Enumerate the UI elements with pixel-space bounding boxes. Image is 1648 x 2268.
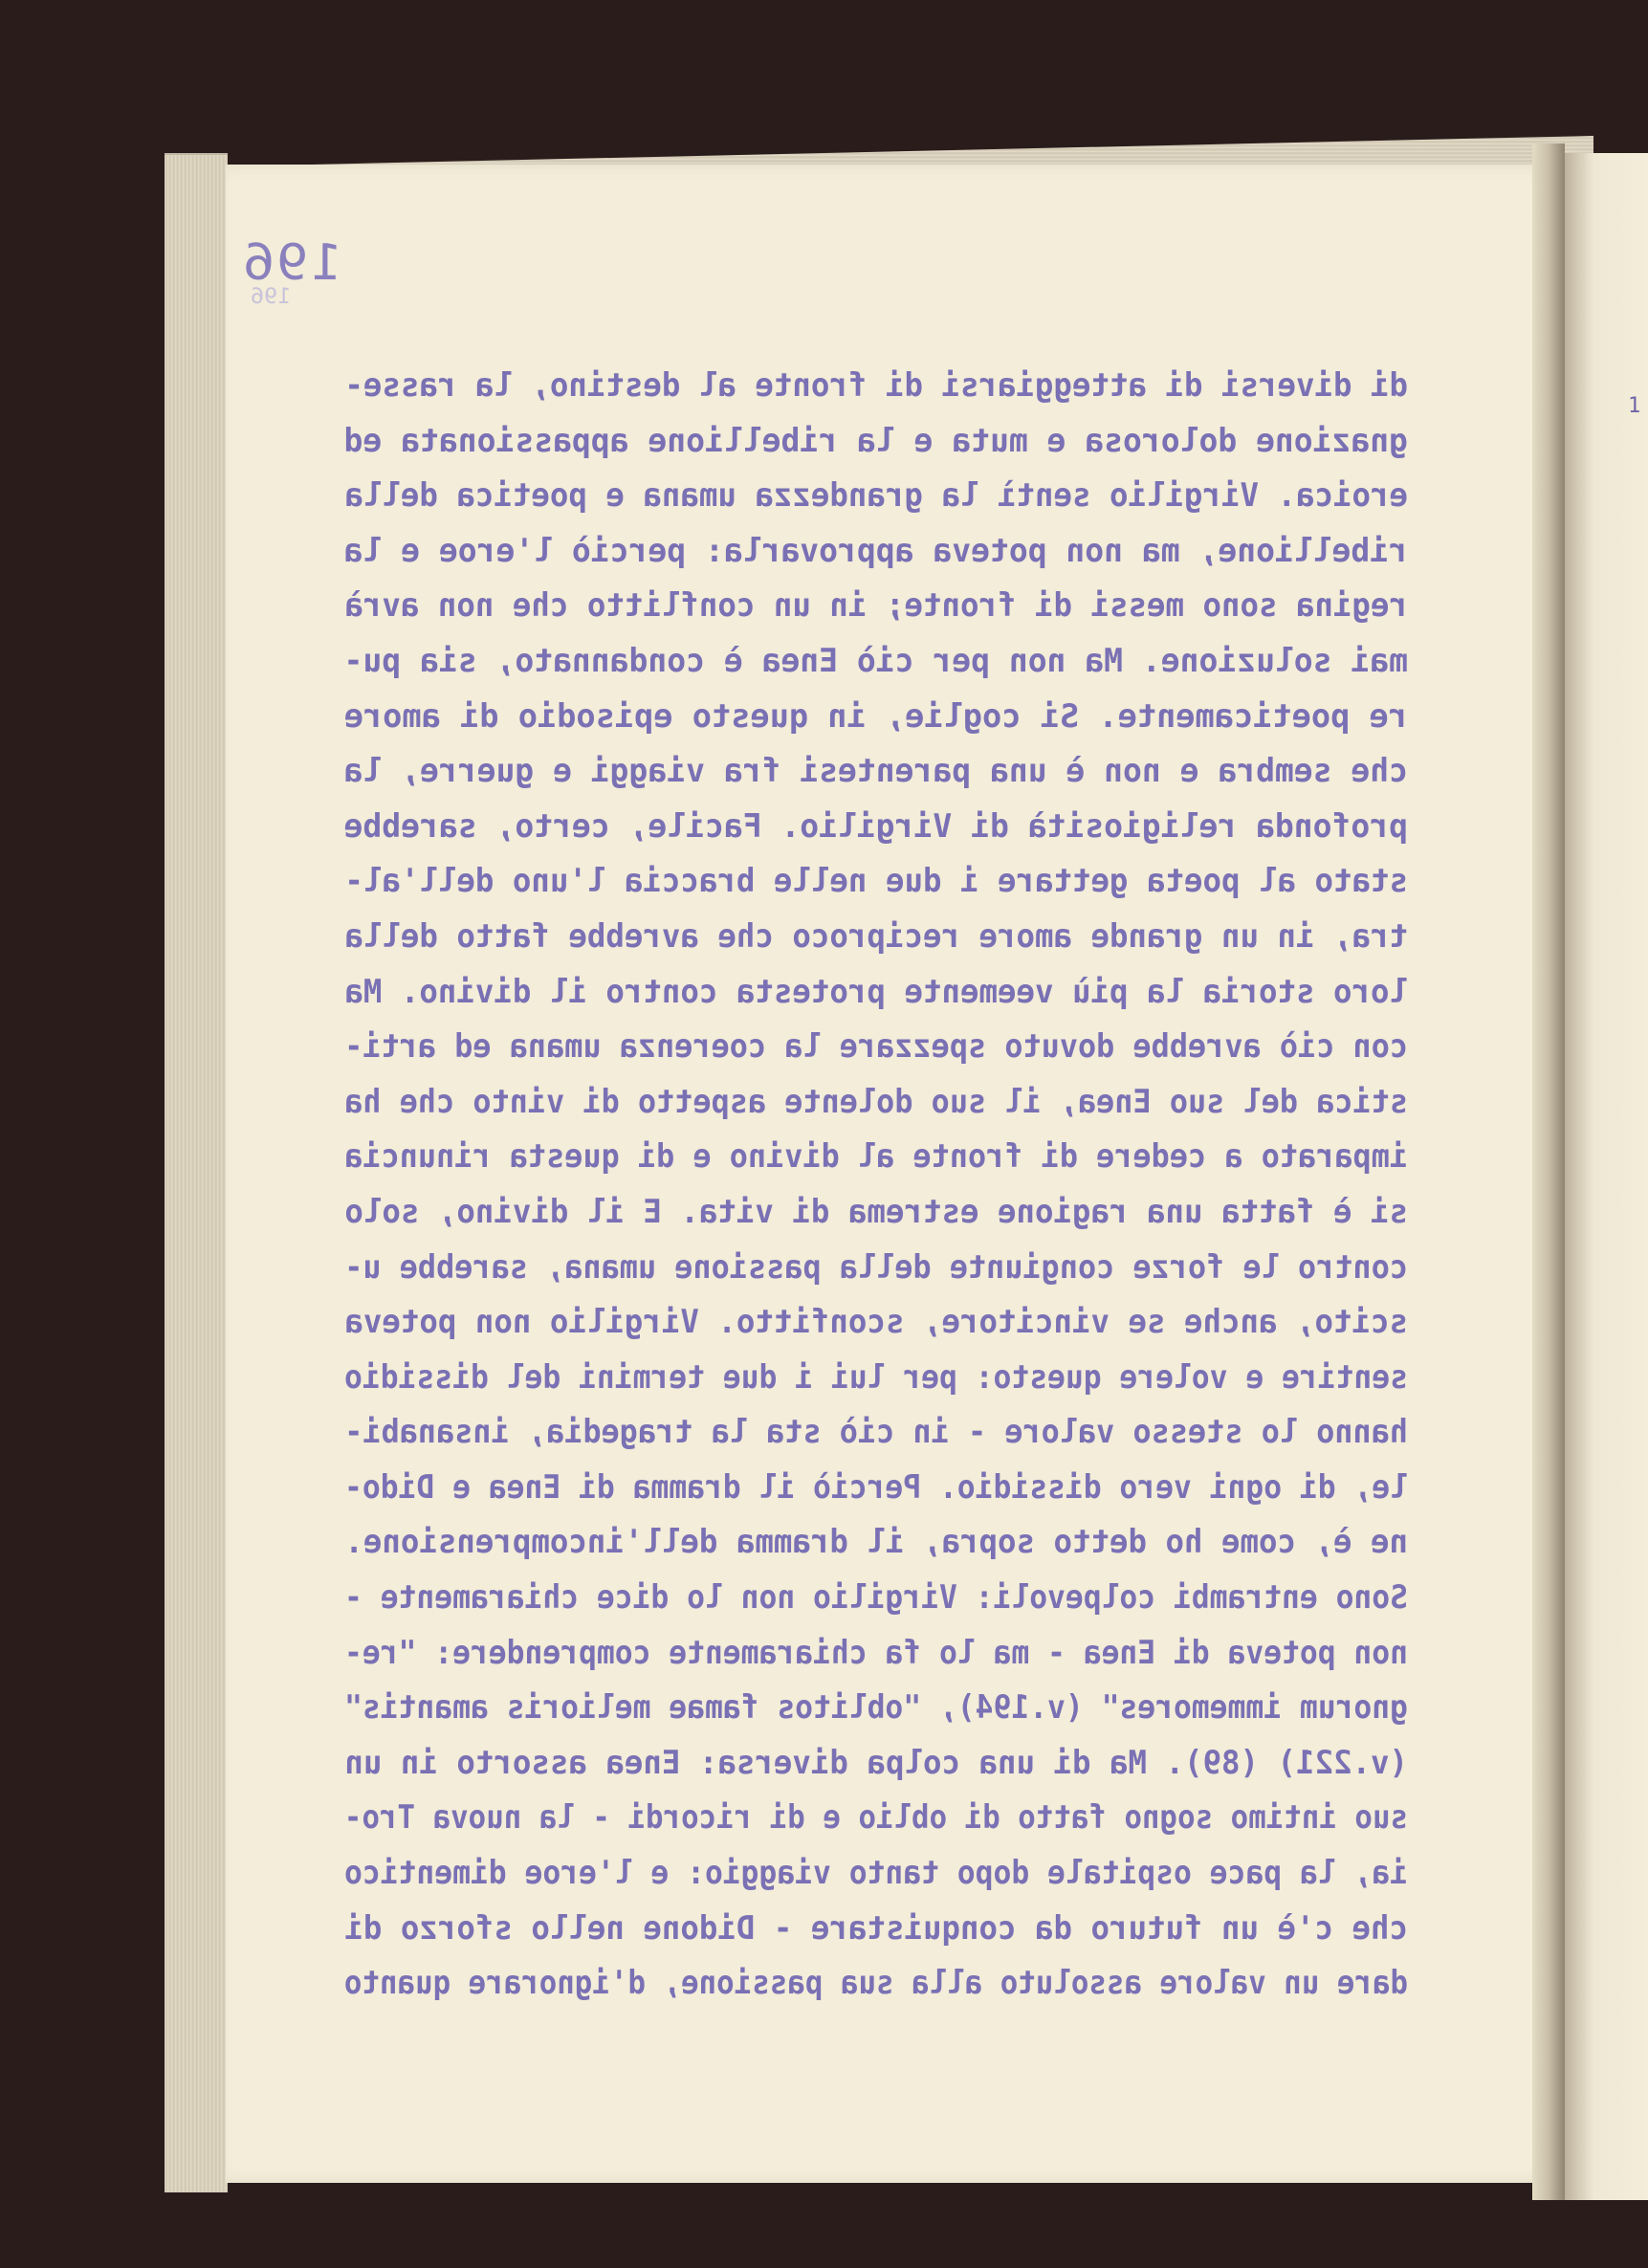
- text-line: Sono entrambi colpevoli: Virgilio non lo dice chiaramente -: [344, 1578, 1408, 1617]
- book-gutter: [1532, 143, 1565, 2200]
- text-line: che sembra e non è una parentesi fra viaggi e guerre, la: [343, 752, 1408, 790]
- text-line: che c'è un futuro da conquistare - Didone nello sforzo di: [344, 1908, 1408, 1947]
- text-line: sentire e volere questo: per lui i due termini del dissidio: [344, 1357, 1408, 1396]
- text-line: di diversi di atteggiarsi di fronte al destino, la rasse-: [344, 366, 1408, 404]
- text-line: contro le forze congiunte della passione umana, sarebbe u-: [344, 1247, 1408, 1286]
- text-line: ribellione, ma non poteva approvarla: perciò l'eroe e la: [343, 531, 1408, 569]
- text-line: tra, in un grande amore reciproco che avrebbe fatto della: [344, 916, 1408, 955]
- text-line: mai soluzione. Ma non per ciò Enea è condannato, sia pu-: [343, 641, 1408, 679]
- text-line: re poeticamente. Si coglie, in questo episodio di amore: [343, 696, 1408, 735]
- text-line: hanno lo stesso valore - in ciò sta la tragedia, insanabi-: [344, 1413, 1408, 1451]
- text-line: suo intimo sogno fatto di oblio e di ricordi - la nuova Tro-: [343, 1798, 1408, 1837]
- text-line: stica del suo Enea, il suo dolente aspetto di vinto che ha: [344, 1082, 1408, 1120]
- text-line: (v.221) (89). Ma di una colpa diversa: Enea assorto in un: [344, 1743, 1408, 1781]
- facing-page-mark: 1: [1628, 394, 1641, 418]
- text-line: eroica. Virgilio sentì la grandezza umana e poetica della: [344, 476, 1408, 515]
- text-line: regina sono messi di fronte; in un conflitto che non avrà: [344, 586, 1408, 625]
- typed-text-block: [344, 358, 1408, 2011]
- text-line: imparato a cedere di fronte al divino e di questa rinuncia: [344, 1137, 1408, 1176]
- text-line: si è fatta una ragione estrema di vita. E il divino, solo: [344, 1192, 1408, 1230]
- page-block-edge: [165, 153, 228, 2192]
- text-line: gnazione dolorosa e muta e la ribellione appassionata ed: [343, 421, 1408, 459]
- text-line: ne è, come ho detto sopra, il dramma dell'incomprensione.: [344, 1523, 1408, 1561]
- page-block-top-edge: [226, 136, 1593, 166]
- page-number-ghost: 196: [251, 285, 291, 309]
- page-number: 196: [241, 234, 342, 292]
- text-line: con ciò avrebbe dovuto spezzare la coerenza umana ed arti-: [344, 1027, 1408, 1066]
- text-line: stato al poeta gettare i due nelle braccia l'uno dell'al-: [344, 862, 1408, 900]
- text-line: loro storia la più veemente protesta contro il divino. Ma: [344, 972, 1408, 1010]
- text-line: dare un valore assoluto alla sua passione, d'ignorare quanto: [343, 1964, 1408, 2002]
- text-line: scito, anche se vincitore, sconfitto. Virgilio non poteva: [344, 1303, 1408, 1341]
- text-line: le, di ogni vero dissidio. Perciò il dramma di Enea e Dido-: [344, 1467, 1408, 1506]
- text-line: profonda religiosità di Virgilio. Facile, certo, sarebbe: [343, 806, 1408, 845]
- text-line: ia, la pace ospitale dopo tanto viaggio: e l'eroe dimentico: [344, 1854, 1408, 1892]
- facing-page: [1565, 153, 1648, 2200]
- text-line: non poteva di Enea - ma lo fa chiaramente comprendere: "re-: [344, 1633, 1408, 1671]
- text-line: gnorum immemores" (v.194), "oblitos famae melioris amantis": [344, 1688, 1408, 1727]
